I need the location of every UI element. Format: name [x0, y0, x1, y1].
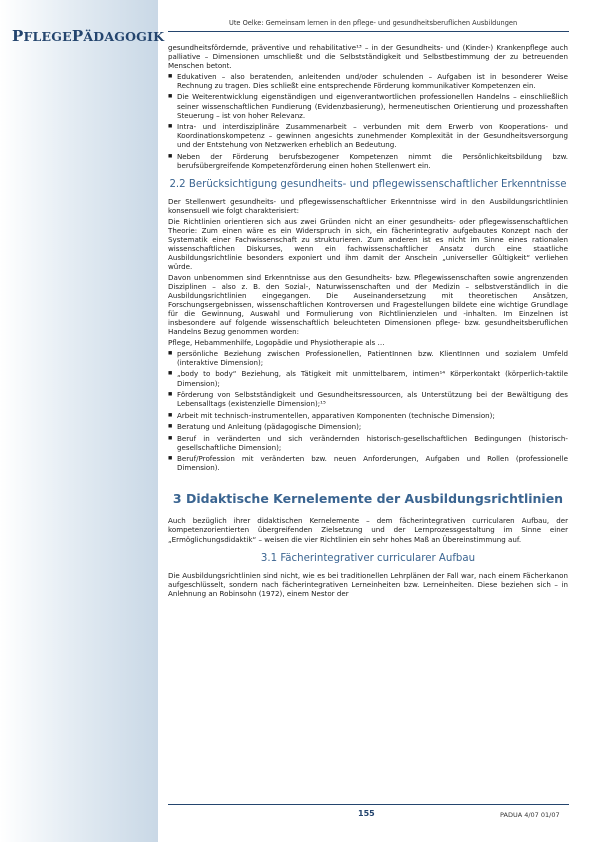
- paragraph: Davon unbenommen sind Erkenntnisse aus den Gesundheits- bzw. Pflegewissenschaften sowie angrenzenden Disziplinen – also z. B. den Sozial-, Naturwissenschaften und der Medizin – selbstverständlich in die Ausbildungsrichtlinien eingegangen. Die Auseinandersetzung mit theoretischen Ansätzen, Forschungsergebnissen, wissenschaftlichen Kontroversen und Fragestellungen bildete eine wichtige Grundlage für die Gewinnung, Auswahl und Formulierung von Richtlinienzielen und -inhalten. Im Einzelnen ist insbesondere auf folgende wissenschaftlich beleuchteten Dimensionen pflege- bzw. gesundheitsberuflichen Handelns Bezug genommen worden:: [168, 272, 568, 337]
- list-item: ■ Beruf in veränderten und sich verändernden historisch-gesellschaftlichen Bedingungen (historisch-gesellschaftliche Dimension);: [168, 434, 568, 452]
- list-item: ■ Beratung und Anleitung (pädagogische Dimension);: [168, 422, 568, 431]
- list-continuation: gesundheitsfördernde, präventive und rehabilitative¹³ – in der Gesundheits- und (Kinder-) Krankenpflege auch palliative – Dimensionen umschließt und die Selbstständigkeit und Selbstbestimmung der zu betreuenden Menschen betont.: [168, 43, 568, 71]
- list-item: ■ Neben der Förderung berufsbezogener Kompetenzen nimmt die Persönlichkeitsbildung bzw. berufsübergreifende Kompetenzförderung einen hohen Stellenwert ein.: [168, 152, 568, 170]
- header-rule: [168, 31, 569, 32]
- paragraph: Pflege, Hebammenhilfe, Logopädie und Physiotherapie als …: [168, 338, 385, 348]
- intro-bullet-list: [168, 72, 568, 170]
- sidebar-band: [0, 0, 158, 842]
- list-item: ■ Intra- und interdisziplinäre Zusammenarbeit – verbunden mit dem Erwerb von Kooperations- und Koordinationskompetenz – gewinnen angesichts zunehmender Komplexität in der Gesundheitsversorgung und der Entstehung von Netzwerken erheblich an Bedeutung.: [168, 122, 568, 149]
- list-item: ■ persönliche Beziehung zwischen Professionellen, PatientInnen bzw. KlientInnen und sozialem Umfeld (interaktive Dimension);: [168, 349, 568, 367]
- list-item: ■ Edukativen – also beratenden, anleitenden und/oder schulenden – Aufgaben ist in besonderer Weise Rechnung zu tragen. Dies schließt eine entsprechende Förderung kommunikativer Kompetenzen ein.: [168, 72, 568, 90]
- list-item: ■ Die Weiterentwicklung eigenständigen und eigenverantwortlichen professionellen Handelns – einschließlich seiner wissenschaftlichen Fundierung (Evidenzbasierung), hermeneutischen Orientierung und prozesshaften Steuerung – ist von hoher Relevanz.: [168, 92, 568, 119]
- section-heading-2-2: 2.2 Berücksichtigung gesundheits- und pflegewissenschaftlicher Erkenntnisse: [169, 178, 567, 190]
- list-item: ■ Beruf/Profession mit veränderten bzw. neuen Anforderungen, Aufgaben und Rollen (professionelle Dimension).: [168, 454, 568, 472]
- journal-logo: PFLEGEPÄDAGOGIK: [12, 27, 165, 45]
- paragraph: Die Ausbildungsrichtlinien sind nicht, wie es bei traditionellen Lehrplänen der Fall war, nach einem Fächerkanon aufgeschlüsselt, sondern nach fächerintegrativen Lerneinheiten bzw. Lerneinheiten. Diese beziehen sich – in Anlehnung an Robinsohn (1972), einem Nestor der: [168, 570, 568, 598]
- page-number: 155: [358, 809, 375, 818]
- article-body: [168, 43, 568, 599]
- running-head: Ute Oelke: Gemeinsam lernen in den pflege- und gesundheitsberuflichen Ausbildungen: [229, 19, 518, 27]
- list-item: ■ Arbeit mit technisch-instrumentellen, apparativen Komponenten (technische Dimension);: [168, 411, 568, 420]
- dimensions-bullet-list: [168, 349, 568, 472]
- paragraph: Der Stellenwert gesundheits- und pflegewissenschaftlicher Erkenntnisse wird in den Ausbildungsrichtlinien konsensuell wie folgt charakterisiert:: [168, 196, 568, 216]
- paragraph: Auch bezüglich ihrer didaktischen Kernelemente – dem fächerintegrativen curricularen Aufbau, der kompetenzorientierten übergreifenden Zielsetzung und der Lernprozessgestaltung im Sinne einer „Ermöglichungsdidaktik“ – weisen die vier Richtlinien ein sehr hohes Maß an Übereinstimmung auf.: [168, 516, 568, 544]
- list-item: ■ „body to body“ Beziehung, als Tätigkeit mit unmittelbarem, intimen¹⁴ Körperkontakt (körperlich-taktile Dimension);: [168, 369, 568, 387]
- footer-rule: [168, 804, 569, 805]
- paragraph: Die Richtlinien orientieren sich aus zwei Gründen nicht an einer gesundheits- oder pflegewissenschaftlichen Theorie: Zum einen wäre es ein Widerspruch in sich, ein fächerintegrativ aufgebautes Konzept nach der Systematik einer Fachwissenschaft zu strukturieren. Zum anderen ist es nicht im Sinne eines rationalen wissenschaftlichen Diskurses, wenn ein fachwissenschaftlicher Ansatz durch eine staatliche Ausbildungsrichtlinie besonders exponiert und ihm damit der Anschein „universeller Gültigkeit“ verliehen würde.: [168, 216, 568, 272]
- section-heading-3-1: 3.1 Fächerintegrativer curricularer Aufbau: [260, 552, 476, 564]
- section-heading-3: 3 Didaktische Kernelemente der Ausbildungsrichtlinien: [172, 491, 564, 507]
- list-item: ■ Förderung von Selbstständigkeit und Gesundheitsressourcen, als Unterstützung bei der Bewältigung des Lebensalltags (existenzielle Dimension);¹⁵: [168, 390, 568, 408]
- journal-citation: PADUA 4/07 01/07: [500, 811, 560, 819]
